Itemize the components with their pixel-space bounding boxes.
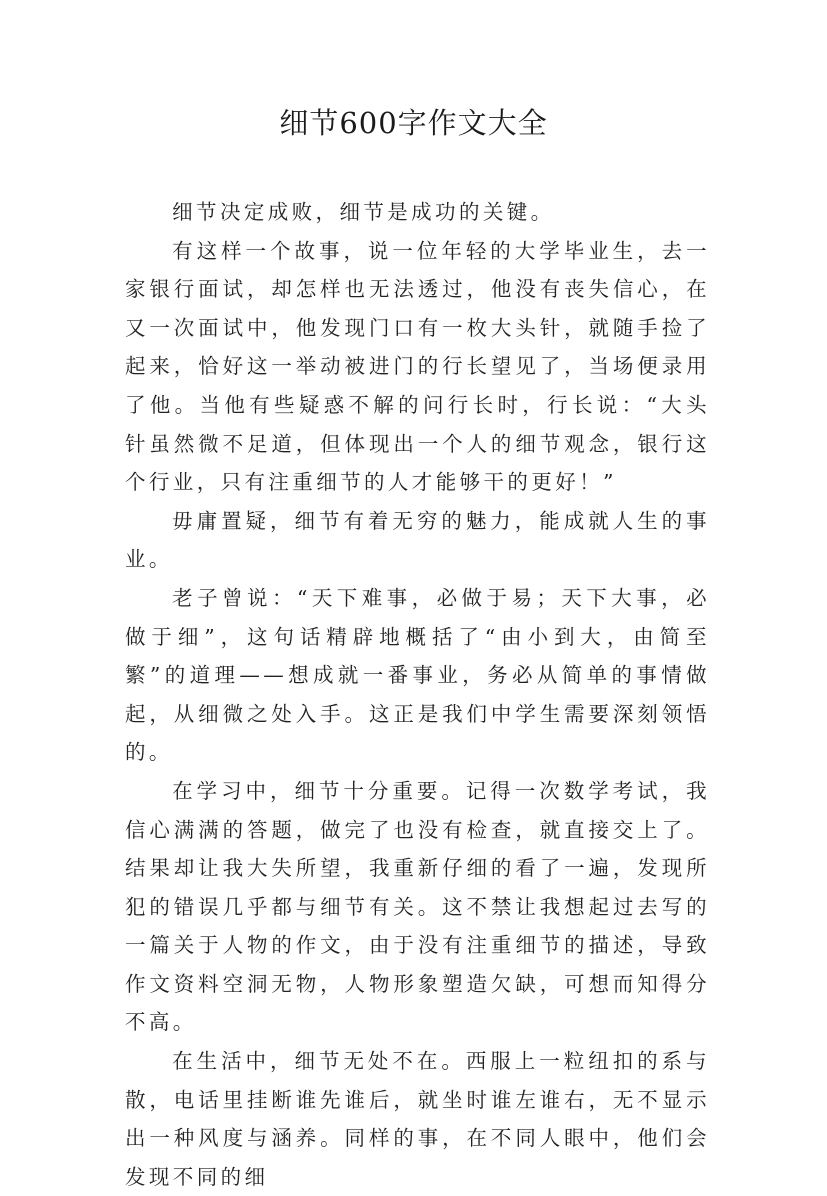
document-title: 细节600字作文大全	[279, 106, 548, 140]
paragraph: 毋庸置疑，细节有着无穷的魅力，能成就人生的事业。	[125, 508, 710, 572]
document-body	[125, 193, 710, 1196]
paragraph: 在学习中，细节十分重要。记得一次数学考试，我信心满满的答题，做完了也没有检查，就直接交上了。结果却让我大失所望，我重新仔细的看了一遍，发现所犯的错误几乎都与细节有关。这不禁让我想起过去写的一篇关于人物的作文，由于没有注重细节的描述，导致作文资料空洞无物，人物形象塑造欠缺，可想而知得分不高。	[125, 778, 710, 1035]
paragraph: 有这样一个故事，说一位年轻的大学毕业生，去一家银行面试，却怎样也无法透过，他没有丧失信心，在又一次面试中，他发现门口有一枚大头针，就随手捡了起来，恰好这一举动被进门的行长望见了，当场便录用了他。当他有些疑惑不解的问行长时，行长说：“大头针虽然微不足道，但体现出一个人的细节观念，银行这个行业，只有注重细节的人才能够干的更好！”	[125, 238, 710, 495]
paragraph: 细节决定成败，细节是成功的关键。	[172, 200, 555, 224]
paragraph: 在生活中，细节无处不在。西服上一粒纽扣的系与散，电话里挂断谁先谁后，就坐时谁左谁右，无不显示出一种风度与涵养。同样的事，在不同人眼中，他们会发现不同的细	[125, 1049, 710, 1189]
paragraph: 老子曾说：“天下难事，必做于易；天下大事，必做于细”，这句话精辟地概括了“由小到大，由简至繁”的道理——想成就一番事业，务必从简单的事情做起，从细微之处入手。这正是我们中学生需要深刻领悟的。	[125, 585, 710, 765]
